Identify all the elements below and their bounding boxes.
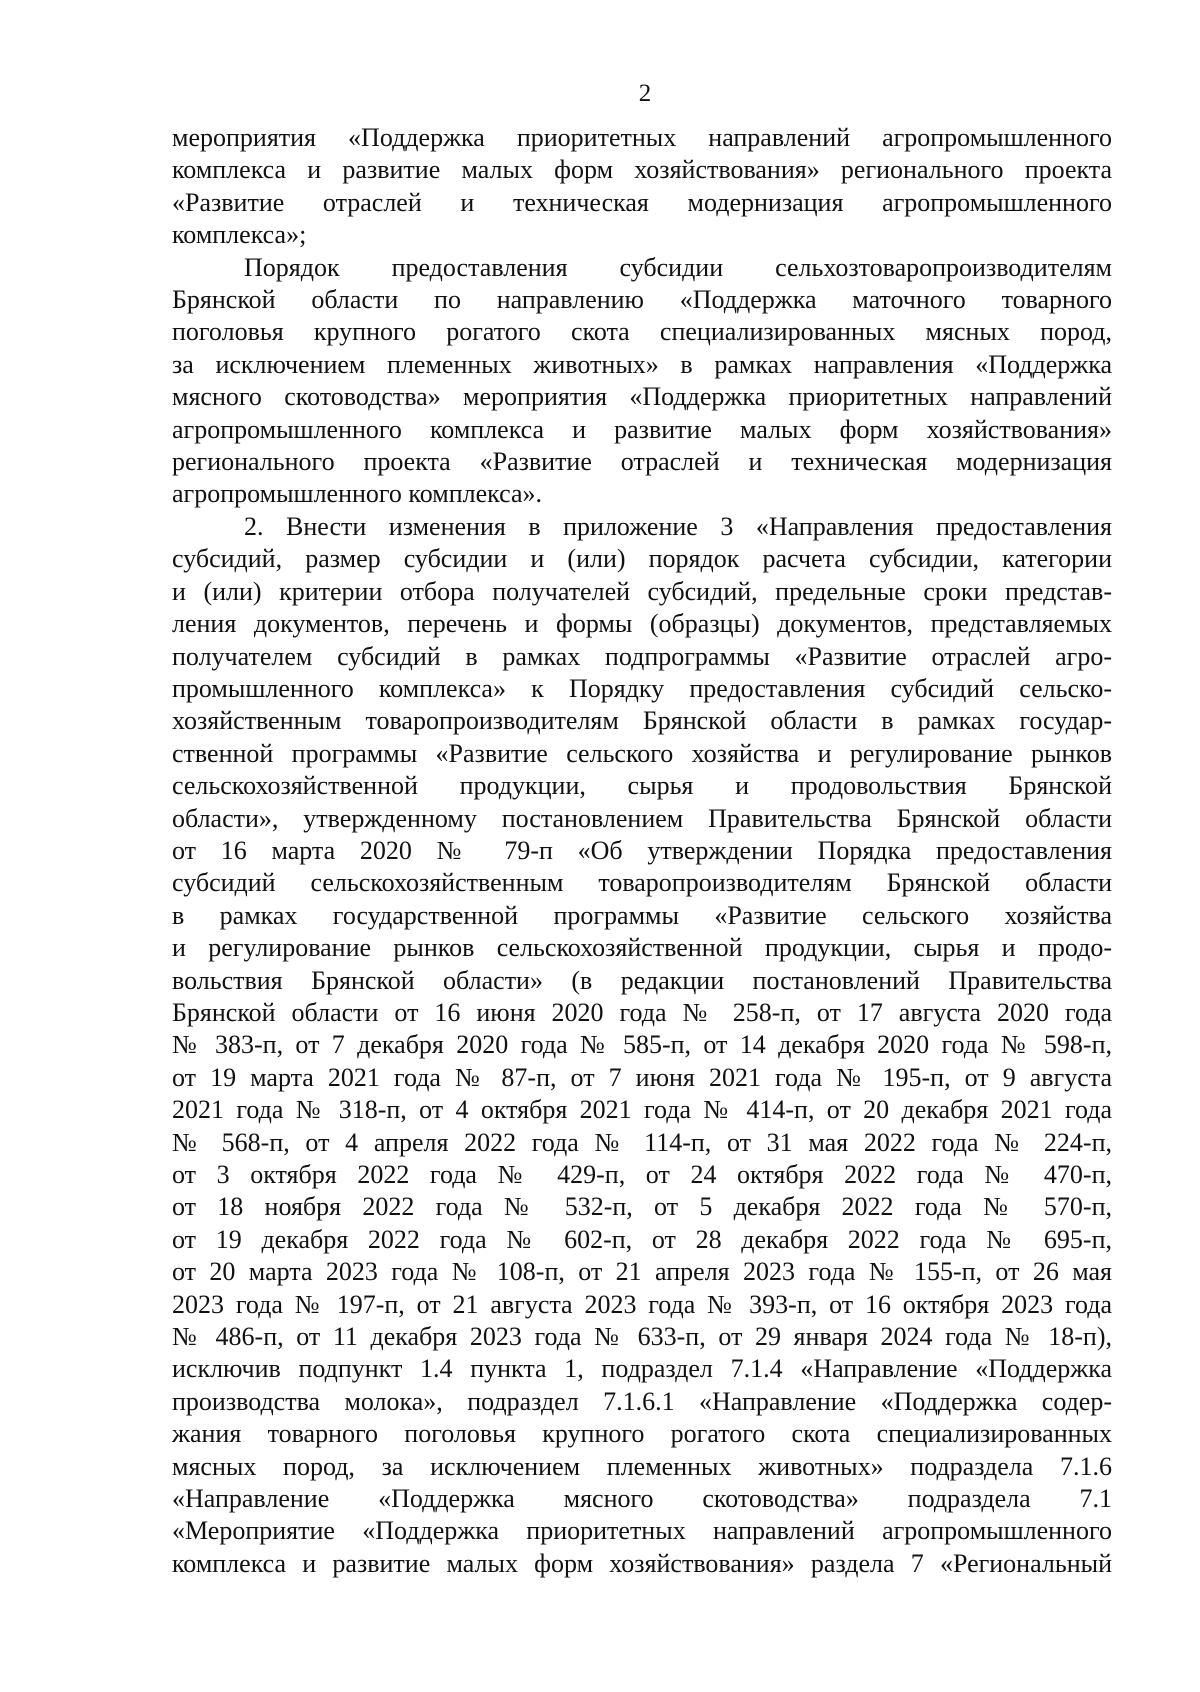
text-line: области», утвержденному постановлением Правительства Брянской области: [172, 803, 1112, 833]
text-line: исключив подпункт 1.4 пункта 1, подраздел 7.1.4 «Направление «Поддержка: [172, 1354, 1112, 1384]
text-line: в рамках государственной программы «Развитие сельского хозяйства: [172, 900, 1112, 930]
text-line: и регулирование рынков сельскохозяйственной продукции, сырья и продо-: [172, 933, 1112, 963]
text-line: агропромышленного комплекса».: [172, 479, 543, 509]
text-line: № 568-п, от 4 апреля 2022 года № 114-п, от 31 мая 2022 года № 224-п,: [172, 1127, 1112, 1157]
paragraph-item-2: [172, 511, 1112, 1580]
text-line: мясных пород, за исключением племенных животных» подраздела 7.1.6: [172, 1451, 1112, 1481]
text-line: № 486-п, от 11 декабря 2023 года № 633-п, от 29 января 2024 года № 18-п),: [172, 1322, 1112, 1352]
text-line: от 18 ноября 2022 года № 532-п, от 5 декабря 2022 года № 570-п,: [172, 1192, 1112, 1222]
text-line: Брянской области от 16 июня 2020 года № 258-п, от 17 августа 2020 года: [172, 997, 1112, 1027]
text-line: вольствия Брянской области» (в редакции постановлений Правительства: [172, 965, 1112, 995]
paragraph-procedure: [172, 252, 1112, 511]
text-line: «Направление «Поддержка мясного скотоводства» подраздела 7.1: [172, 1484, 1112, 1514]
text-line: ления документов, перечень и формы (образцы) документов, представляемых: [172, 609, 1112, 639]
text-line: от 20 марта 2023 года № 108-п, от 21 апреля 2023 года № 155-п, от 26 мая: [172, 1257, 1112, 1287]
text-line: «Развитие отраслей и техническая модернизация агропромышленного: [172, 187, 1112, 217]
text-line: и (или) критерии отбора получателей субсидий, предельные сроки представ-: [172, 576, 1112, 606]
text-line: сельскохозяйственной продукции, сырья и продовольствия Брянской: [172, 771, 1112, 801]
text-line: от 19 декабря 2022 года № 602-п, от 28 декабря 2022 года № 695-п,: [172, 1224, 1112, 1254]
text-line: жания товарного поголовья крупного рогатого скота специализированных: [172, 1419, 1112, 1449]
text-line: субсидий сельскохозяйственным товаропроизводителям Брянской области: [172, 868, 1112, 898]
text-line: 2023 года № 197-п, от 21 августа 2023 года № 393-п, от 16 октября 2023 года: [172, 1289, 1112, 1319]
text-line: мероприятия «Поддержка приоритетных направлений агропромышленного: [172, 123, 1112, 152]
page-number: 2: [638, 80, 652, 107]
text-line: «Мероприятие «Поддержка приоритетных направлений агропромышленного: [172, 1516, 1112, 1546]
text-line: комплекса и развитие малых форм хозяйствования» раздела 7 «Региональный: [172, 1548, 1112, 1578]
text-line: регионального проекта «Развитие отраслей и техническая модернизация: [172, 447, 1112, 477]
text-line: № 383-п, от 7 декабря 2020 года № 585-п, от 14 декабря 2020 года № 598-п,: [172, 1030, 1112, 1060]
text-line: комплекса»;: [172, 220, 307, 250]
text-line: получателем субсидий в рамках подпрограммы «Развитие отраслей агро-: [172, 641, 1112, 671]
text-line: Брянской области по направлению «Поддержка маточного товарного: [172, 285, 1112, 315]
text-line: от 3 октября 2022 года № 429-п, от 24 октября 2022 года № 470-п,: [172, 1160, 1112, 1189]
paragraph-continuation: [172, 122, 1112, 252]
text-line: хозяйственным товаропроизводителям Брянской области в рамках государ-: [172, 706, 1112, 736]
text-line: субсидий, размер субсидии и (или) порядок расчета субсидии, категории: [172, 544, 1112, 574]
text-line: комплекса и развитие малых форм хозяйствования» регионального проекта: [172, 155, 1112, 185]
text-line: производства молока», подраздел 7.1.6.1 «Направление «Поддержка содер-: [172, 1386, 1112, 1416]
text-line: мясного скотоводства» мероприятия «Поддержка приоритетных направлений: [172, 382, 1112, 412]
text-line: от 16 марта 2020 № 79-п «Об утверждении Порядка предоставления: [172, 835, 1112, 865]
text-line: Порядок предоставления субсидии сельхозтоваропроизводителям: [244, 252, 1112, 282]
text-line: промышленного комплекса» к Порядку предоставления субсидий сельско-: [172, 673, 1112, 703]
text-line: поголовья крупного рогатого скота специализированных мясных пород,: [172, 317, 1112, 347]
text-line: от 19 марта 2021 года № 87-п, от 7 июня 2021 года № 195-п, от 9 августа: [172, 1062, 1112, 1092]
document-body: [172, 122, 1112, 1580]
text-line: 2021 года № 318-п, от 4 октября 2021 года № 414-п, от 20 декабря 2021 года: [172, 1095, 1112, 1125]
text-line: 2. Внести изменения в приложение 3 «Направления предоставления: [244, 511, 1112, 541]
text-line: за исключением племенных животных» в рамках направления «Поддержка: [172, 349, 1112, 379]
text-line: агропромышленного комплекса и развитие малых форм хозяйствования»: [172, 414, 1112, 444]
text-line: ственной программы «Развитие сельского хозяйства и регулирование рынков: [172, 738, 1112, 768]
